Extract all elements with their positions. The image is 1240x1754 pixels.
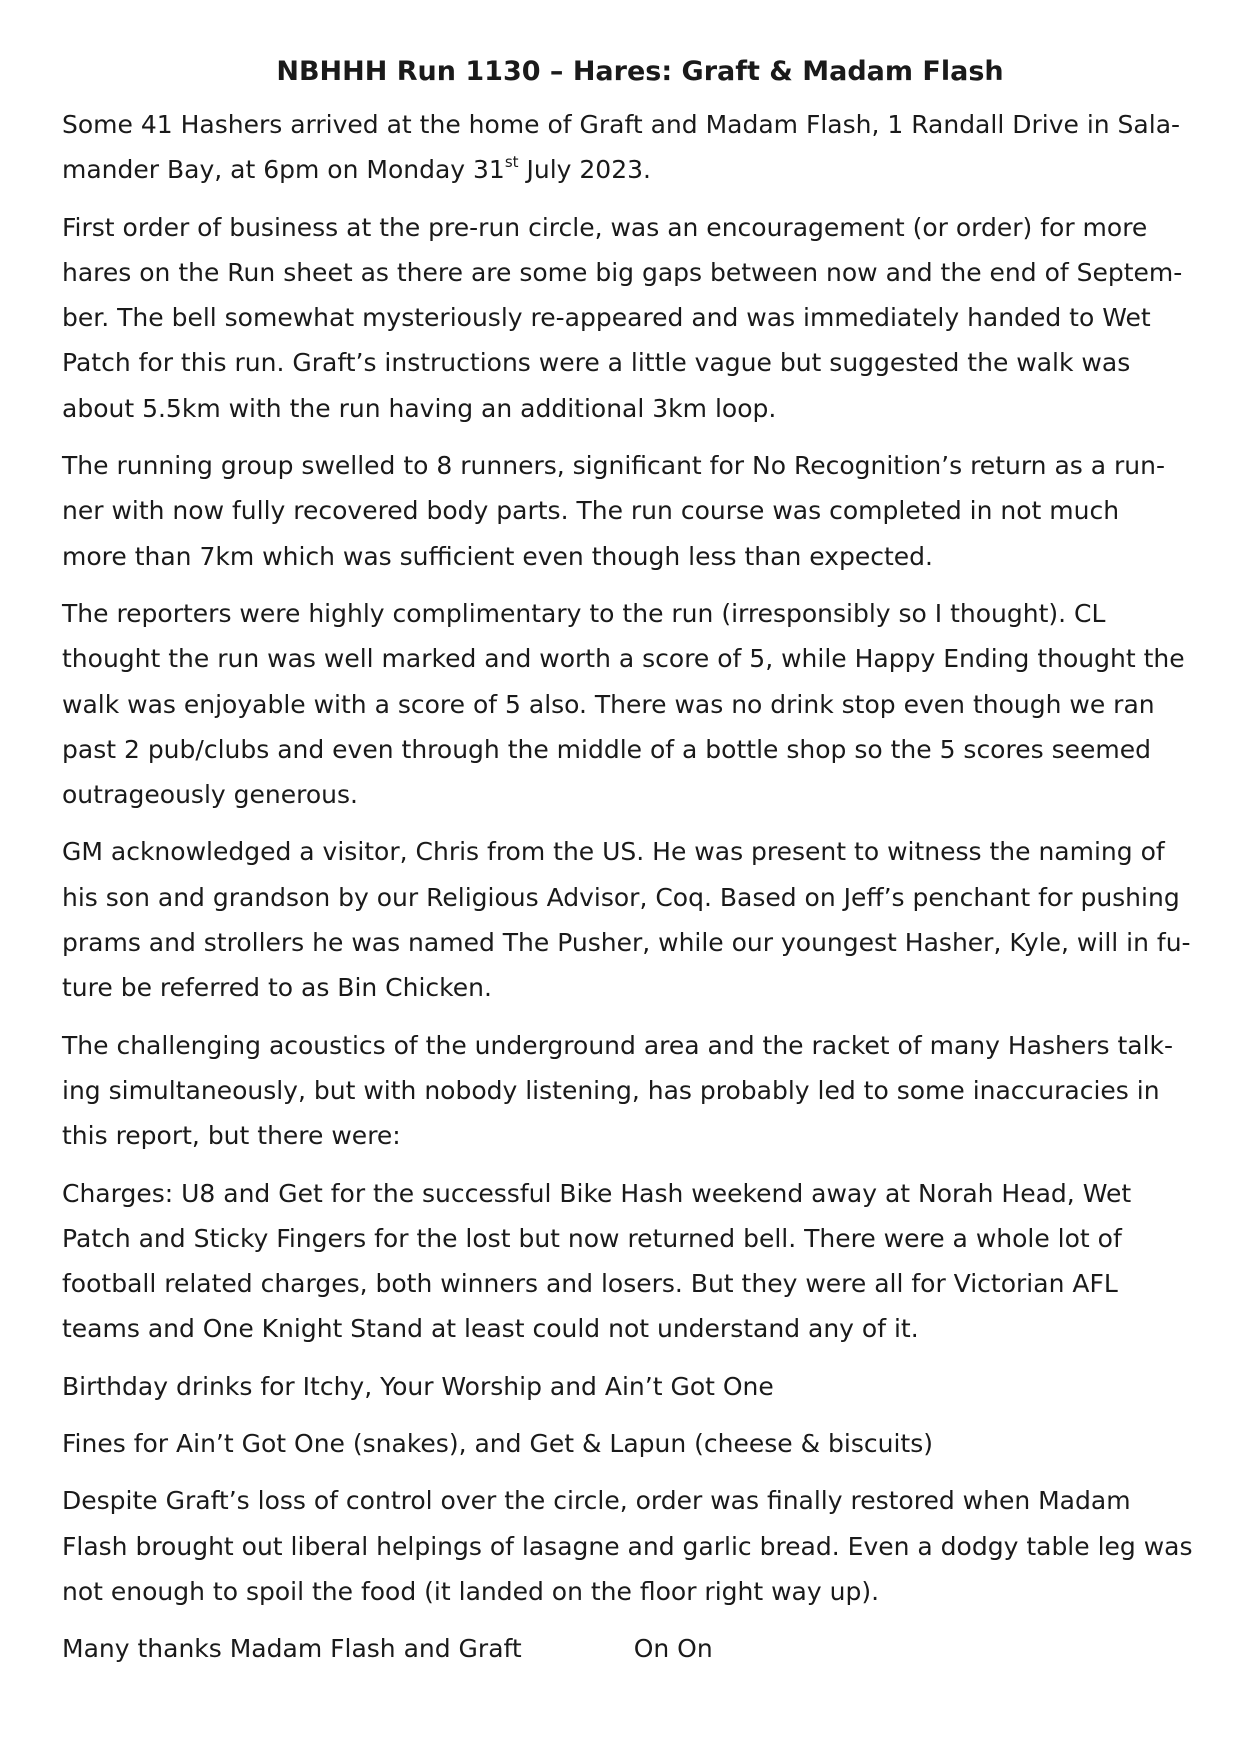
- signoff: [62, 1626, 1188, 1671]
- paragraph-fines: [62, 1421, 1188, 1466]
- paragraph-running: [62, 443, 1188, 579]
- paragraph-line: Patch and Sticky Fingers for the lost but now returned bell. There were a whole lot of: [62, 1223, 1122, 1253]
- paragraph-reporters: [62, 591, 1188, 817]
- paragraph-line: ture be referred to as Bin Chicken.: [62, 973, 492, 1003]
- paragraph-intro: [62, 102, 1188, 193]
- paragraph-line: not enough to spoil the food (it landed on the floor right way up).: [62, 1576, 880, 1606]
- paragraph-line: his son and grandson by our Religious Advisor, Coq. Based on Jeff’s penchant for pushing: [62, 882, 1180, 912]
- paragraph-line: thought the run was well marked and worth a score of 5, while Happy Ending thought the: [62, 644, 1185, 674]
- paragraph-line: First order of business at the pre-run circle, was an encouragement (or order) for more: [62, 212, 1148, 242]
- paragraph-prerun: [62, 205, 1188, 431]
- paragraph-line: hares on the Run sheet as there are some big gaps between now and the end of Septem-: [62, 257, 1183, 287]
- paragraph-line: The reporters were highly complimentary to the run (irresponsibly so I thought). CL: [62, 598, 1106, 628]
- ordinal-superscript: st: [504, 152, 519, 171]
- paragraph-line: prams and strollers he was named The Pusher, while our youngest Hasher, Kyle, will in fu-: [62, 928, 1191, 958]
- date-text-pre: mander Bay, at 6pm on Monday 31: [62, 155, 505, 185]
- report-body: [62, 205, 1193, 1615]
- paragraph-line: outrageously generous.: [62, 780, 358, 810]
- paragraph-food: [62, 1478, 1193, 1614]
- paragraph-line: The challenging acoustics of the underground area and the racket of many Hashers talk-: [62, 1030, 1174, 1060]
- paragraph-line: Some 41 Hashers arrived at the home of Graft and Madam Flash, 1 Randall Drive in Sala-: [62, 110, 1181, 139]
- paragraph-line: The running group swelled to 8 runners, significant for No Recognition’s return as a run-: [62, 451, 1166, 481]
- paragraph-line: Flash brought out liberal helpings of lasagne and garlic bread. Even a dodgy table leg was: [62, 1531, 1193, 1561]
- paragraph-birthday: [62, 1364, 1188, 1409]
- paragraph-line: Birthday drinks for Itchy, Your Worship and Ain’t Got One: [62, 1371, 774, 1401]
- paragraph-line: ber. The bell somewhat mysteriously re-appeared and was immediately handed to Wet: [62, 303, 1151, 333]
- paragraph-line: Fines for Ain’t Got One (snakes), and Get & Lapun (cheese & biscuits): [62, 1429, 933, 1459]
- paragraph-line: walk was enjoyable with a score of 5 also. There was no drink stop even though we ran: [62, 689, 1155, 719]
- page-title: NBHHH Run 1130 – Hares: Graft & Madam Flash: [276, 56, 1004, 87]
- paragraph-line: about 5.5km with the run having an additional 3km loop.: [62, 393, 777, 423]
- paragraph-line: Despite Graft’s loss of control over the circle, order was finally restored when Madam: [62, 1486, 1131, 1516]
- paragraph-line: football related charges, both winners and losers. But they were all for Victorian AFL: [62, 1269, 1118, 1299]
- paragraph-line: ing simultaneously, but with nobody listening, has probably led to some inaccuracies in: [62, 1075, 1160, 1105]
- paragraph-visitor: [62, 829, 1191, 1010]
- paragraph-acoustics: [62, 1023, 1188, 1159]
- paragraph-line: teams and One Knight Stand at least could not understand any of it.: [62, 1314, 919, 1344]
- paragraph-line: this report, but there were:: [62, 1121, 401, 1151]
- paragraph-charges: [62, 1171, 1188, 1352]
- paragraph-line: Charges: U8 and Get for the successful Bike Hash weekend away at Norah Head, Wet: [62, 1178, 1132, 1208]
- signoff-thanks: Many thanks Madam Flash and Graft: [62, 1634, 522, 1664]
- paragraph-line: ner with now fully recovered body parts. The run course was completed in not much: [62, 496, 1120, 526]
- paragraph-line-date: [62, 147, 1188, 192]
- paragraph-line: Patch for this run. Graft’s instructions were a little vague but suggested the walk was: [62, 348, 1131, 378]
- paragraph-line: more than 7km which was sufficient even though less than expected.: [62, 541, 933, 571]
- signoff-on-on: On On: [633, 1634, 713, 1664]
- paragraph-line: GM acknowledged a visitor, Chris from the US. He was present to witness the naming of: [62, 837, 1165, 867]
- paragraph-line: past 2 pub/clubs and even through the middle of a bottle shop so the 5 scores seemed: [62, 734, 1151, 764]
- date-text-post: July 2023.: [518, 155, 651, 185]
